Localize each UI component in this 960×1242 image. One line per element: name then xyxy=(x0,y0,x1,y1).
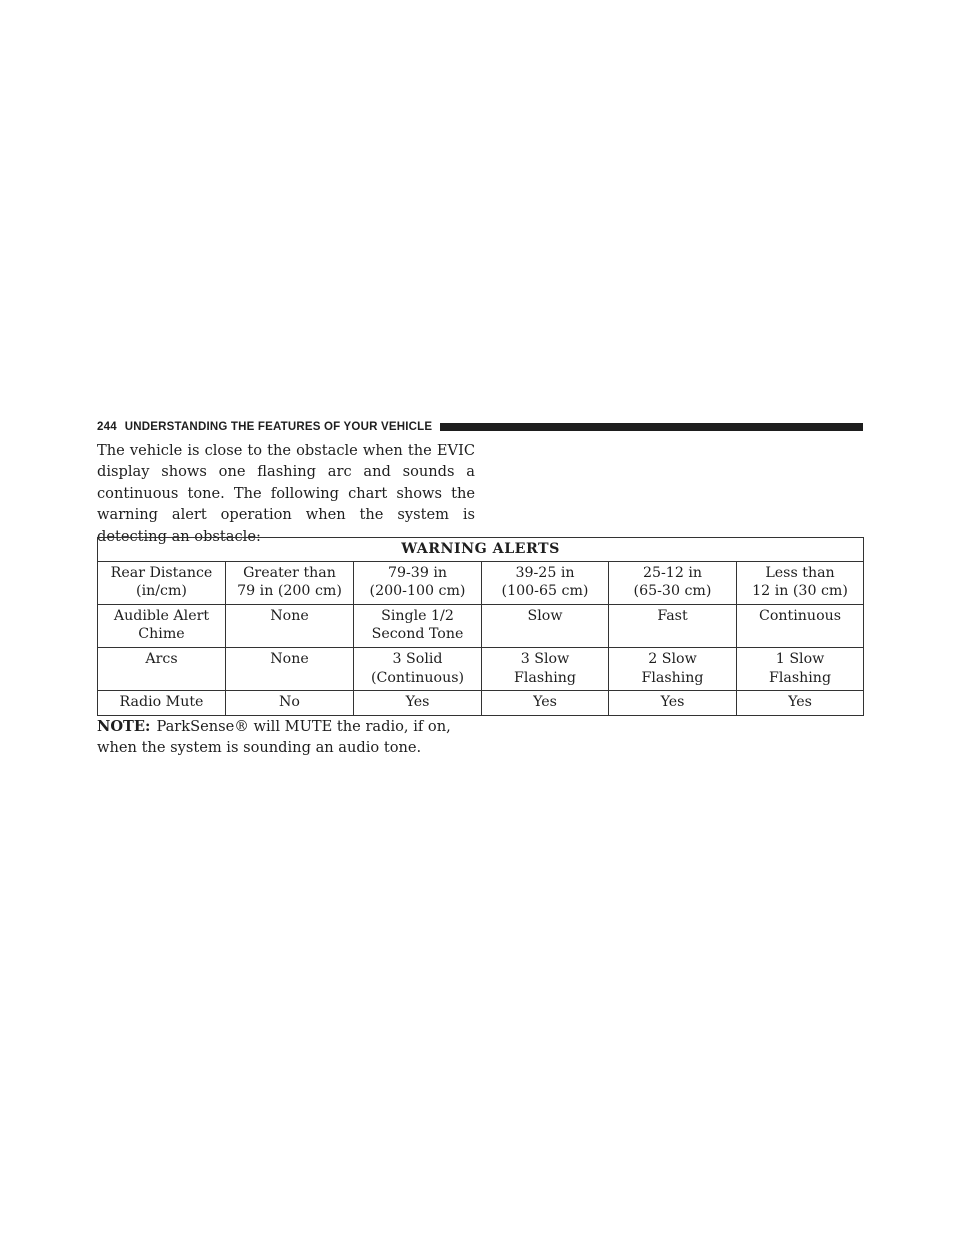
table-cell-line: 3 Solid xyxy=(392,650,443,667)
table-cell-line: (Continuous) xyxy=(370,669,465,686)
table-cell-line: Yes xyxy=(660,694,685,711)
table-cell-line: None xyxy=(270,650,309,667)
table-row xyxy=(98,647,864,690)
table-cell xyxy=(609,647,737,690)
row-label-line: Arcs xyxy=(145,650,178,667)
table-cell-line: 39-25 in xyxy=(515,564,575,581)
table-cell xyxy=(737,561,864,604)
table-cell xyxy=(226,647,354,690)
row-label xyxy=(98,561,226,604)
table-cell-line: (65-30 cm) xyxy=(633,583,712,600)
table-cell xyxy=(609,604,737,647)
table-cell xyxy=(737,604,864,647)
table-cell xyxy=(482,604,609,647)
table-cell-line: 79 in (200 cm) xyxy=(237,583,342,600)
table-title-row xyxy=(98,538,864,562)
table-cell-line: Flashing xyxy=(641,669,704,686)
table-cell-line: Single 1/2 xyxy=(381,607,454,624)
table-cell xyxy=(354,647,482,690)
table-title: WARNING ALERTS xyxy=(98,538,864,562)
table-cell xyxy=(609,691,737,716)
table-cell-line: Greater than xyxy=(243,564,336,581)
row-label-line: Radio Mute xyxy=(119,694,204,711)
table-cell-line: 3 Slow xyxy=(520,650,570,667)
table-cell xyxy=(737,647,864,690)
table-row xyxy=(98,604,864,647)
table-cell xyxy=(482,647,609,690)
table-row xyxy=(98,691,864,716)
row-label-line: Rear Distance xyxy=(110,564,213,581)
table-cell-line: (200-100 cm) xyxy=(369,583,466,600)
table-cell xyxy=(482,691,609,716)
table-cell-line: Fast xyxy=(657,607,688,624)
row-label xyxy=(98,691,226,716)
table-cell-line: Second Tone xyxy=(371,626,464,643)
table-cell-line: None xyxy=(270,607,309,624)
note-text: ParkSense® will MUTE the radio, if on, when the system is sounding an audio tone. xyxy=(97,718,451,757)
page-header xyxy=(97,418,863,436)
row-label-line: Chime xyxy=(138,626,185,643)
table-cell-line: No xyxy=(279,694,300,711)
table-cell-line: Yes xyxy=(533,694,557,711)
table-cell xyxy=(737,691,864,716)
row-label-line: (in/cm) xyxy=(136,583,187,600)
row-label xyxy=(98,604,226,647)
table-cell-line: Slow xyxy=(527,607,563,624)
table-cell-line: 25-12 in xyxy=(642,564,703,581)
table-cell xyxy=(482,561,609,604)
table-cell xyxy=(609,561,737,604)
table-cell-line: 1 Slow xyxy=(775,650,825,667)
table-cell-line: (100-65 cm) xyxy=(501,583,589,600)
note-paragraph xyxy=(97,716,477,759)
table-cell xyxy=(226,561,354,604)
table-cell-line: Flashing xyxy=(513,669,576,686)
table-cell-line: Continuous xyxy=(759,607,842,624)
table-cell xyxy=(354,604,482,647)
table-cell xyxy=(226,604,354,647)
table-cell-line: Yes xyxy=(405,694,430,711)
warning-alerts-table xyxy=(97,537,864,716)
table-cell-line: 12 in (30 cm) xyxy=(752,583,848,600)
row-label-line: Audible Alert xyxy=(113,607,210,624)
intro-paragraph: The vehicle is close to the obstacle when the EVIC display shows one flashing arc and sounds a continuous tone. The following chart shows the warning alert operation when the system is detecting an obstacle: xyxy=(97,442,475,545)
table-cell-line: Yes xyxy=(788,694,812,711)
table-cell xyxy=(354,691,482,716)
header-rule xyxy=(440,423,863,431)
table-body xyxy=(98,561,864,715)
table-cell-line: 2 Slow xyxy=(648,650,697,667)
table-cell-line: Flashing xyxy=(769,669,832,686)
table-row xyxy=(98,561,864,604)
table-cell-line: 79-39 in xyxy=(387,564,448,581)
table-cell xyxy=(354,561,482,604)
page-number: 244 xyxy=(97,421,117,433)
table-cell xyxy=(226,691,354,716)
row-label xyxy=(98,647,226,690)
table-cell-line: Less than xyxy=(765,564,835,581)
section-title: UNDERSTANDING THE FEATURES OF YOUR VEHICLE xyxy=(124,421,433,433)
note-label: NOTE: xyxy=(97,718,151,735)
